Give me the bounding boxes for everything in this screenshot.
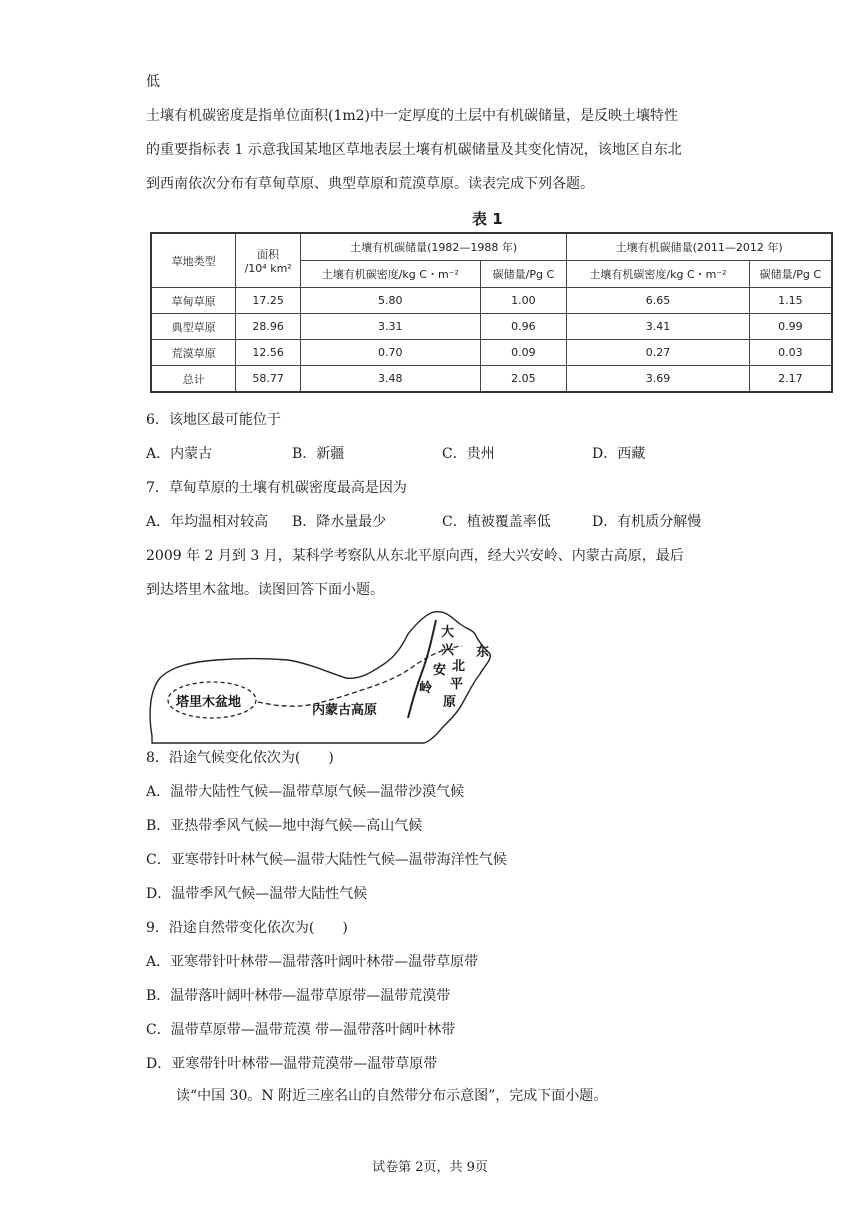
dongbei-label-3: 平 — [450, 677, 464, 692]
header-area-unit: /10⁴ km² — [244, 262, 292, 275]
cell-type: 典型草原 — [151, 314, 236, 340]
cell-storage-1: 1.00 — [480, 288, 567, 314]
q7-option-d[interactable]: D．有机质分解慢 — [592, 514, 702, 530]
cell-area: 17.25 — [236, 288, 301, 314]
cell-density-1: 3.48 — [301, 366, 480, 393]
cell-area: 58.77 — [236, 366, 301, 393]
passage2-line-2: 到达塔里木盆地。读图回答下面小题。 — [146, 582, 384, 598]
header-storage-2: 碳储量/Pg C — [749, 261, 832, 288]
daxinganling-label-2: 兴 — [441, 643, 455, 658]
table-row — [151, 366, 832, 393]
q8-option-d[interactable]: D．温带季风气候—温带大陆性气候 — [146, 886, 368, 902]
route-line — [258, 646, 462, 706]
q9-option-c[interactable]: C．温带草原带—温带荒漠 带—温带落叶阔叶林带 — [146, 1022, 456, 1038]
q7-stem: 7．草甸草原的土壤有机碳密度最高是因为 — [146, 480, 407, 496]
header-storage-1: 碳储量/Pg C — [480, 261, 567, 288]
dongbei-label-2: 北 — [452, 659, 466, 674]
carbon-table — [150, 232, 833, 393]
mongolia-plateau-label: 内蒙古高原 — [312, 703, 378, 718]
cell-storage-2: 2.17 — [749, 366, 832, 393]
daxinganling-label-4: 岭 — [419, 681, 433, 696]
cell-density-2: 0.27 — [567, 340, 749, 366]
header-area — [236, 233, 301, 288]
cell-type: 草甸草原 — [151, 288, 236, 314]
header-area-label: 面积 — [257, 248, 280, 261]
intro-fragment: 低 — [146, 74, 160, 90]
q9-stem: 9．沿途自然带变化依次为( ) — [146, 920, 348, 936]
cell-type: 荒漠草原 — [151, 340, 236, 366]
cell-density-2: 6.65 — [567, 288, 749, 314]
q6-stem: 6．该地区最可能位于 — [146, 412, 281, 428]
q9-option-b[interactable]: B．温带落叶阔叶林带—温带草原带—温带荒漠带 — [146, 988, 451, 1004]
table-row — [151, 288, 832, 314]
cell-density-2: 3.69 — [567, 366, 749, 393]
dongbei-label-1: 东 — [476, 645, 490, 660]
q7-option-c[interactable]: C．植被覆盖率低 — [442, 514, 551, 530]
q7-option-b[interactable]: B．降水量最少 — [292, 514, 387, 530]
table-title: 表 1 — [472, 210, 503, 228]
cell-storage-2: 0.03 — [749, 340, 832, 366]
header-period-1: 土壤有机碳储量(1982—1988 年) — [301, 233, 567, 261]
passage3: 读“中国 30。N 附近三座名山的自然带分布示意图”，完成下面小题。 — [176, 1088, 608, 1104]
q6-option-b[interactable]: B．新疆 — [292, 446, 345, 462]
cell-area: 12.56 — [236, 340, 301, 366]
tarim-basin-label: 塔里木盆地 — [176, 695, 242, 710]
intro-line-3: 到西南依次分布有草甸草原、典型草原和荒漠草原。读表完成下列各题。 — [146, 176, 594, 192]
header-density-1: 土壤有机碳密度/kg C・m⁻² — [301, 261, 480, 288]
q9-option-d[interactable]: D．亚寒带针叶林带—温带荒漠带—温带草原带 — [146, 1056, 438, 1072]
cell-density-1: 3.31 — [301, 314, 480, 340]
q8-option-c[interactable]: C．亚寒带针叶林气候—温带大陆性气候—温带海洋性气候 — [146, 852, 507, 868]
cell-density-1: 0.70 — [301, 340, 480, 366]
q6-option-c[interactable]: C．贵州 — [442, 446, 495, 462]
cell-storage-1: 2.05 — [480, 366, 567, 393]
intro-line-2: 的重要指标表 1 示意我国某地区草地表层土壤有机碳储量及其变化情况，该地区自东北 — [146, 142, 682, 158]
daxinganling-label-3: 安 — [433, 663, 447, 678]
header-period-2: 土壤有机碳储量(2011—2012 年) — [567, 233, 832, 261]
table-row — [151, 340, 832, 366]
q8-option-a[interactable]: A．温带大陆性气候—温带草原气候—温带沙漠气候 — [146, 784, 465, 800]
cell-storage-2: 0.99 — [749, 314, 832, 340]
cell-area: 28.96 — [236, 314, 301, 340]
dongbei-label-4: 原 — [443, 695, 457, 710]
cell-storage-2: 1.15 — [749, 288, 832, 314]
cell-storage-1: 0.96 — [480, 314, 567, 340]
q6-option-d[interactable]: D．西藏 — [592, 446, 646, 462]
q7-option-a[interactable]: A．年均温相对较高 — [146, 514, 269, 530]
q6-option-a[interactable]: A．内蒙古 — [146, 446, 213, 462]
passage2-line-1: 2009 年 2 月到 3 月，某科学考察队从东北平原向西，经大兴安岭、内蒙古高原，最后 — [146, 548, 684, 564]
q8-stem: 8．沿途气候变化依次为( ) — [146, 750, 334, 766]
cell-density-2: 3.41 — [567, 314, 749, 340]
intro-line-1: 土壤有机碳密度是指单位面积(1m2)中一定厚度的土层中有机碳储量，是反映土壤特性 — [146, 108, 679, 124]
daxinganling-ridge — [408, 620, 436, 718]
q9-option-a[interactable]: A．亚寒带针叶林带—温带落叶阔叶林带—温带草原带 — [146, 954, 479, 970]
header-type: 草地类型 — [151, 233, 236, 288]
table-row — [151, 314, 832, 340]
route-map — [146, 608, 496, 744]
cell-density-1: 5.80 — [301, 288, 480, 314]
q8-option-b[interactable]: B．亚热带季风气候—地中海气候—高山气候 — [146, 818, 423, 834]
cell-type: 总计 — [151, 366, 236, 393]
page-footer: 试卷第 2页，共 9页 — [372, 1160, 488, 1175]
daxinganling-label-1: 大 — [441, 625, 455, 640]
cell-storage-1: 0.09 — [480, 340, 567, 366]
header-density-2: 土壤有机碳密度/kg C・m⁻² — [567, 261, 749, 288]
